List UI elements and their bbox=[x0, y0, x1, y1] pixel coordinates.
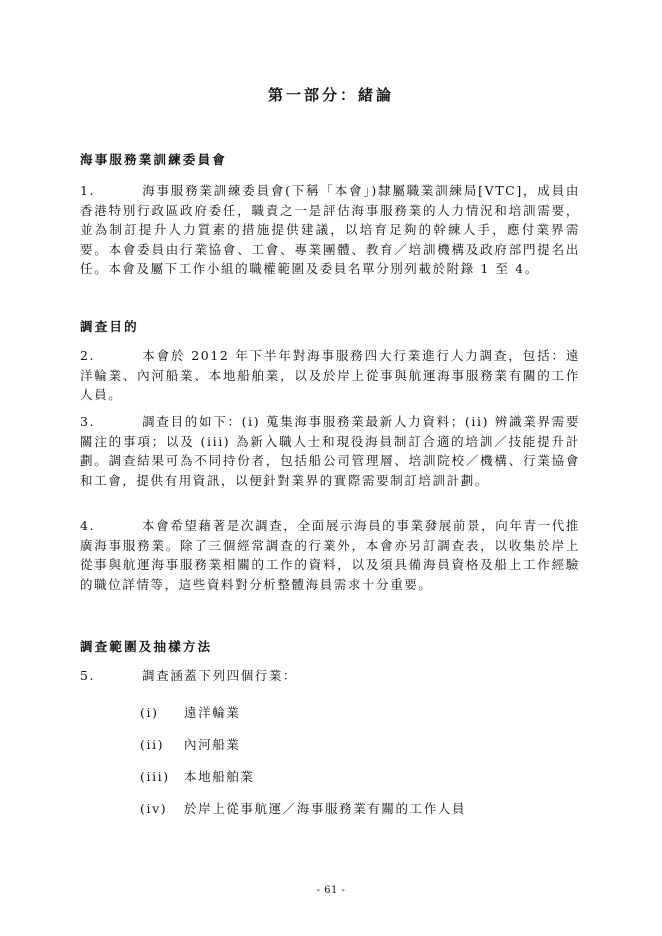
paragraph-3 bbox=[80, 412, 580, 490]
list-item-text: 於岸上從事航運／海事服務業有關的工作人員 bbox=[184, 801, 467, 816]
paragraph-4 bbox=[80, 516, 580, 594]
list-item bbox=[140, 799, 466, 817]
paragraph-1 bbox=[80, 181, 580, 279]
list-item-marker: (ii) bbox=[140, 737, 165, 752]
list-item-text: 遠洋輪業 bbox=[184, 705, 241, 720]
list-item-marker: (iii) bbox=[140, 769, 170, 784]
section-heading-scope: 調查範圍及抽樣方法 bbox=[80, 639, 213, 654]
paragraph-5 bbox=[80, 666, 580, 686]
paragraph-text: 調查涵蓋下列四個行業： bbox=[142, 668, 298, 683]
paragraph-number: 1. bbox=[80, 183, 96, 198]
list-item bbox=[140, 767, 255, 785]
page-title: 第一部分：緒論 bbox=[267, 86, 394, 104]
section-heading-committee: 海事服務業訓練委員會 bbox=[80, 152, 228, 167]
paragraph-2 bbox=[80, 346, 580, 405]
list-item bbox=[140, 703, 240, 721]
list-item-marker: (i) bbox=[140, 705, 159, 720]
paragraph-number: 2. bbox=[80, 348, 96, 363]
list-item-marker: (iv) bbox=[140, 801, 168, 816]
page-number: - 61 - bbox=[316, 885, 346, 896]
list-item bbox=[140, 735, 240, 753]
paragraph-number: 5. bbox=[80, 668, 96, 683]
paragraph-number: 4. bbox=[80, 518, 96, 533]
paragraph-text: 調查目的如下：(i) 蒐集海事服務業最新人力資料；(ii) 辨識業界需要關注的事項；以及 (iii) 為新入職人士和現役海員制訂合適的培訓／技能提升計劃。調查結果可為不同持份者，包括船公司管理層、培訓院校／機構、行業協會和工會，提供有用資訊，以便針對業界的實際需要制訂培訓計劃。 bbox=[80, 414, 580, 488]
list-item-text: 本地船舶業 bbox=[184, 769, 255, 784]
section-heading-objectives: 調查目的 bbox=[80, 319, 139, 334]
paragraph-text: 本會於 2012 年下半年對海事服務四大行業進行人力調查，包括：遠洋輪業、內河船業、本地船舶業，以及於岸上從事與航運海事服務業有關的工作人員。 bbox=[80, 348, 580, 403]
paragraph-text: 海事服務業訓練委員會(下稱「本會」)隸屬職業訓練局[VTC]，成員由香港特別行政區政府委任，職責之一是評估海事服務業的人力情況和培訓需要，並為制訂提升人力質素的措施提供建議，以培育足夠的幹練人手，應付業界需要。本會委員由行業協會、工會、專業團體、教育／培訓機構及政府部門提名出任。本會及屬下工作小組的職權範圍及委員名單分別列載於附錄 1 至 4。 bbox=[80, 183, 580, 277]
list-item-text: 內河船業 bbox=[184, 737, 241, 752]
paragraph-text: 本會希望藉著是次調查，全面展示海員的事業發展前景，向年青一代推廣海事服務業。除了三個經常調查的行業外，本會亦另訂調查表，以收集於岸上從事與航運海事服務業相關的工作的資料，以及須具備海員資格及船上工作經驗的職位詳情等，這些資料對分析整體海員需求十分重要。 bbox=[80, 518, 580, 592]
paragraph-number: 3. bbox=[80, 414, 96, 429]
